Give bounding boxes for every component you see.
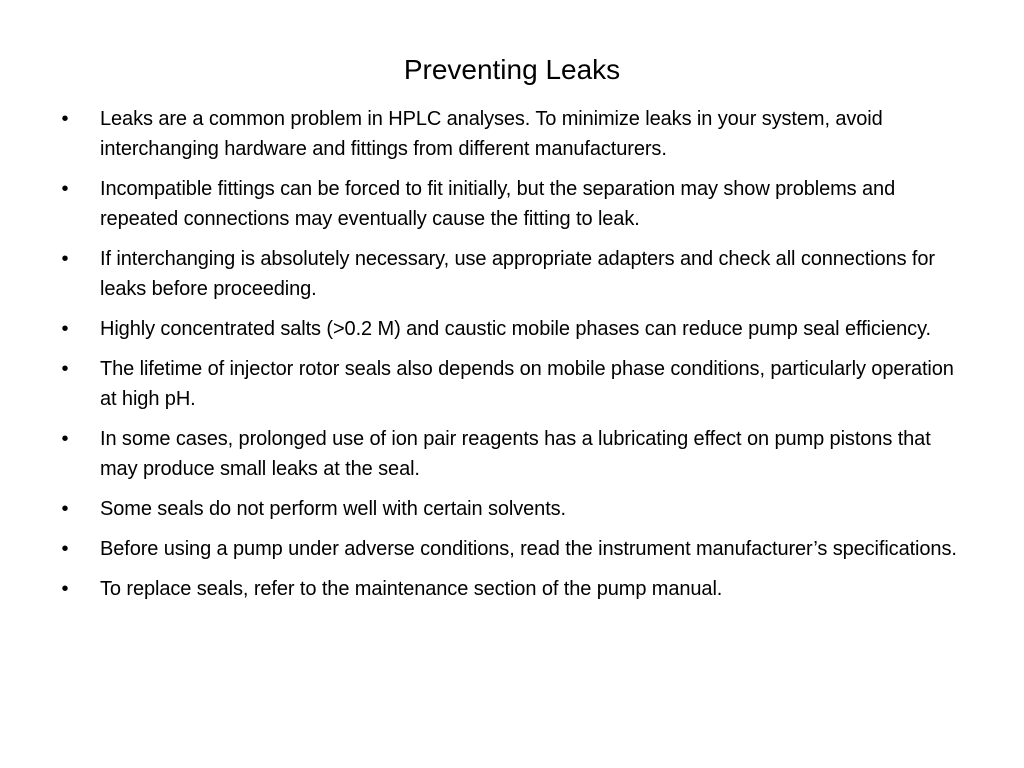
bullet-list [58,104,958,614]
bullet-icon: • [61,428,69,450]
slide-title: Preventing Leaks [403,54,621,85]
bullet-text: Highly concentrated salts (>0.2 M) and caustic mobile phases can reduce pump seal efficiency. [100,318,931,340]
bullet-item-5 [58,354,958,414]
bullet-item-6 [58,424,958,484]
bullet-text: In some cases, prolonged use of ion pair reagents has a lubricating effect on pump pistons that may produce small leaks at the seal. [100,428,931,480]
bullet-text: To replace seals, refer to the maintenance section of the pump manual. [100,578,723,600]
bullet-icon: • [61,498,69,520]
bullet-text: The lifetime of injector rotor seals also depends on mobile phase conditions, particularly operation at high pH. [100,358,954,410]
bullet-icon: • [61,108,69,130]
bullet-icon: • [61,248,69,270]
bullet-text: Leaks are a common problem in HPLC analyses. To minimize leaks in your system, avoid interchanging hardware and fittings from different manufacturers. [100,108,883,160]
bullet-icon: • [61,578,69,600]
bullet-item-2 [58,174,958,234]
bullet-item-3 [58,244,958,304]
bullet-text: Incompatible fittings can be forced to fit initially, but the separation may show problems and repeated connections may eventually cause the fitting to leak. [100,178,896,230]
bullet-item-4 [58,314,958,344]
bullet-text: Some seals do not perform well with certain solvents. [100,498,567,520]
bullet-item-9 [58,574,958,604]
bullet-item-1 [58,104,958,164]
bullet-item-7 [58,494,958,524]
bullet-item-8 [58,534,958,564]
bullet-icon: • [61,358,69,380]
bullet-text: If interchanging is absolutely necessary, use appropriate adapters and check all connections for leaks before proceeding. [100,248,935,300]
bullet-icon: • [61,178,69,200]
bullet-text: Before using a pump under adverse conditions, read the instrument manufacturer’s specifications. [100,538,957,560]
bullet-icon: • [61,538,69,560]
bullet-icon: • [61,318,69,340]
